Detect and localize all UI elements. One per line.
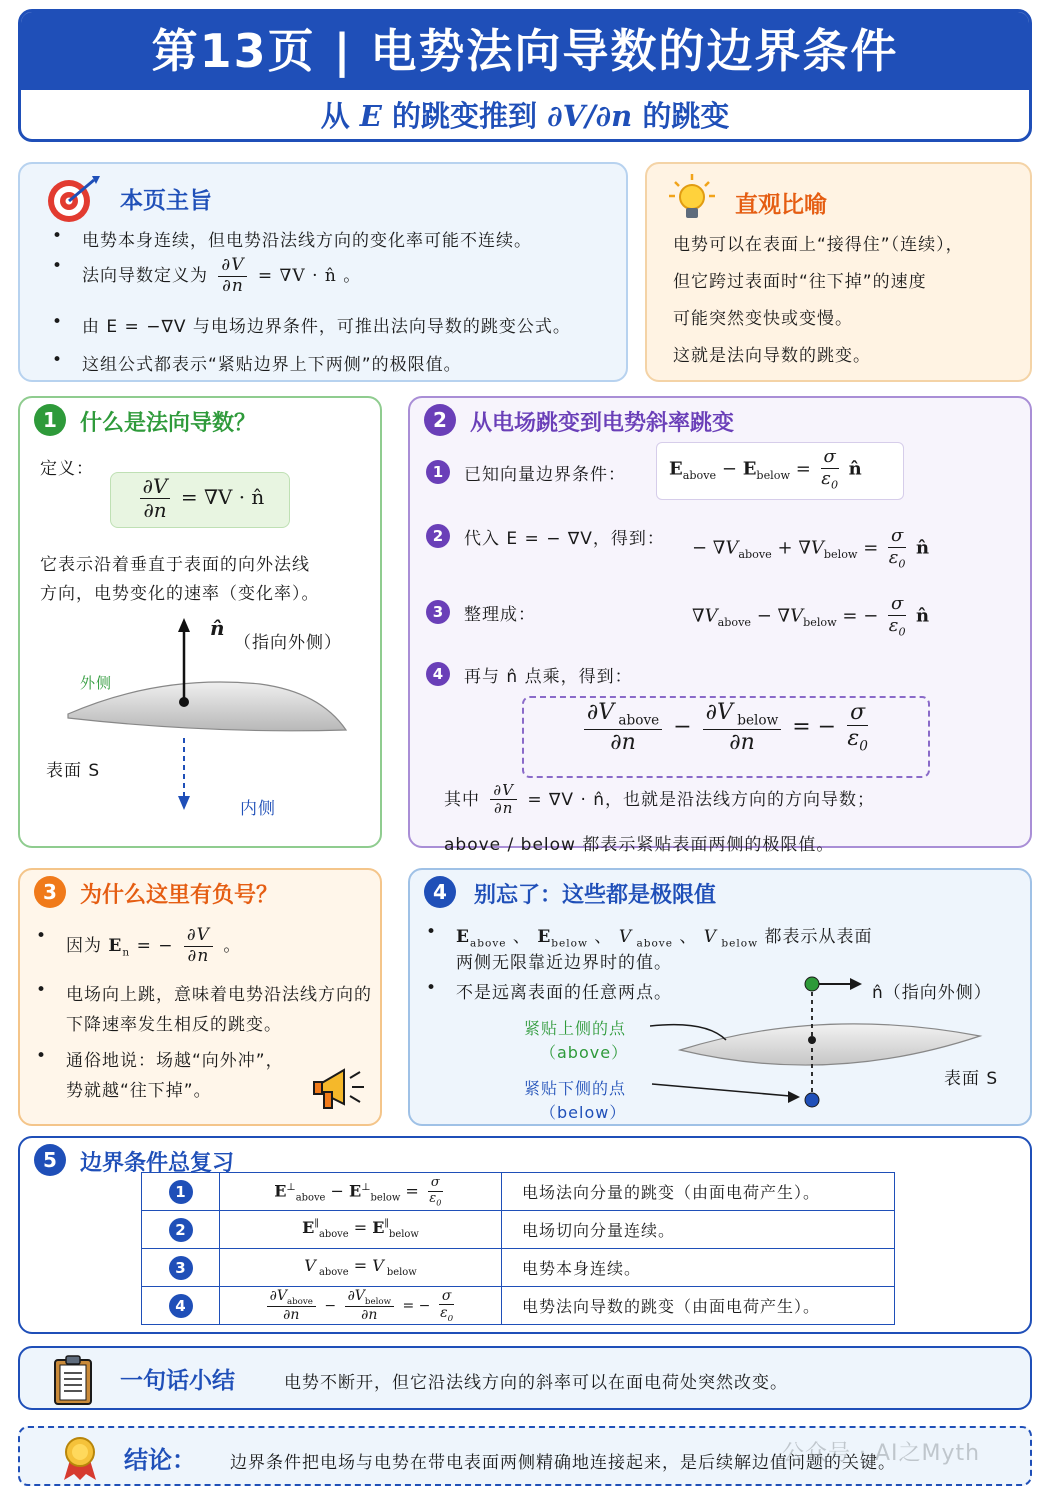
normal-direction-note: （指向外侧）: [234, 633, 342, 653]
subtitle-e: E: [359, 99, 382, 133]
megaphone-icon: [312, 1060, 372, 1116]
analogy-line-4: 这就是法向导数的跳变。: [673, 346, 871, 366]
target-icon: [42, 174, 102, 224]
row-number: 3: [169, 1256, 193, 1280]
row-number: 4: [169, 1294, 193, 1318]
table-row: [142, 1173, 895, 1211]
main-idea-bullet-4: • 这组公式都表示“紧贴边界上下两侧”的极限值。: [82, 350, 462, 375]
row-formula: $E^\parallel_{above} = E^\parallel_{below}$: [220, 1211, 502, 1249]
analogy-card: [645, 162, 1032, 382]
section-3-number: 3: [34, 876, 66, 908]
subtitle-prefix: 从: [320, 99, 350, 133]
section-2-number: 2: [424, 404, 456, 436]
step-4-text: 再与 n̂ 点乘，得到：: [464, 667, 633, 687]
summary-card: [18, 1346, 1032, 1410]
definition-label: 定义：: [40, 459, 94, 479]
main-idea-bullet-3: • 由 E = −∇V 与电场边界条件，可推出法向导数的跳变公式。: [82, 312, 571, 337]
section-5-title: 边界条件总复习: [80, 1151, 235, 1176]
row-description: 电势法向导数的跳变（由面电荷产生）。: [502, 1287, 895, 1325]
medal-icon: [60, 1434, 100, 1482]
row-formula: V $_{above}$ = V $_{below}$: [220, 1249, 502, 1287]
upper-point-sublabel: （above）: [540, 1043, 629, 1062]
section-3-card: [18, 868, 382, 1126]
section-4-bullet-1-line-2: 两侧无限靠近边界时的值。: [456, 953, 672, 973]
main-idea-title: 本页主旨: [120, 188, 212, 214]
step-4-number: 4: [426, 662, 450, 686]
section-3-bullet-3b: 势就越“往下掉”。: [66, 1081, 212, 1101]
row-description: 电场法向分量的跳变（由面电荷产生）。: [502, 1173, 895, 1211]
table-row: [142, 1249, 895, 1287]
section-2-card: [408, 396, 1032, 855]
derivative-note-1: 其中 $\frac{\partial V}{\partial n}$ = ∇V · n̂，也就是沿法线方向的方向导数；: [444, 781, 876, 818]
section-3-bullet-3a: • 通俗地说：场越“向外冲”，: [66, 1046, 284, 1071]
row-number: 1: [169, 1180, 193, 1204]
step-1-number: 1: [426, 460, 450, 484]
section-4-bullet-2: • 不是远离表面的任意两点。: [456, 978, 672, 1003]
subtitle-expr: ∂V/∂n: [547, 99, 633, 133]
normal-derivative-fraction: $\frac{\partial V}{\partial n}$: [218, 256, 247, 296]
step-1-formula: $E_{above} - E_{below}$ = $\frac{\sigma}{\varepsilon_0}$ n̂: [656, 442, 904, 500]
conclusion-card: [18, 1426, 1032, 1486]
table-row: [142, 1211, 895, 1249]
row-number: 2: [169, 1218, 193, 1242]
main-idea-bullet-1: • 电势本身连续，但电势沿法线方向的变化率可能不连续。: [82, 226, 532, 251]
step-3-formula: $\nabla V_{above} - \nabla V_{below}$ = − $\frac{\sigma}{\varepsilon_0}$ n̂: [692, 593, 930, 639]
section-4-bullet-1: • $E_{above}$ 、 $E_{below}$ 、 V $_{above}$ 、 V $_{below}$ 都表示从表面: [456, 922, 873, 949]
summary-label: 一句话小结: [120, 1368, 235, 1394]
derivative-note-2: above / below 都表示紧贴表面两侧的极限值。: [444, 835, 835, 855]
conclusion-label: 结论：: [124, 1446, 196, 1474]
upper-point-label: 紧贴上侧的点: [524, 1019, 627, 1038]
definition-formula: $\frac{\partial V}{\partial n}$ = ∇V · n̂: [110, 472, 290, 528]
page-subtitle: [21, 90, 1029, 142]
step-3-number: 3: [426, 600, 450, 624]
subtitle-suffix: 的跳变: [642, 99, 730, 133]
definition-desc-2: 方向，电势变化的速率（变化率）。: [40, 584, 320, 604]
lower-point-label: 紧贴下侧的点: [524, 1079, 627, 1098]
section-3-bullet-2a: • 电场向上跳，意味着电势沿法线方向的: [66, 980, 372, 1005]
section-1-title: 什么是法向导数？: [80, 411, 257, 436]
section-4-title: 别忘了：这些都是极限值: [474, 883, 717, 908]
main-idea-card: [18, 162, 628, 382]
summary-text: 电势不断开，但它沿法线方向的斜率可以在面电荷处突然改变。: [284, 1373, 788, 1393]
lower-point-sublabel: （below）: [540, 1103, 627, 1122]
final-jump-formula: $\frac{\partial V _{above}}{\partial n}$ − $\frac{\partial V _{below}}{\partial n}$ = − $\frac{\sigma}{\varepsilon_0}$: [522, 696, 930, 778]
boundary-conditions-table: [141, 1172, 895, 1325]
section-2-title: 从电场跳变到电势斜率跳变: [470, 411, 735, 436]
bullet-2-rhs: = ∇V · n̂ 。: [257, 266, 362, 287]
watermark: 公众号 · AI之Myth: [782, 1441, 981, 1466]
step-2-text: 代入 E = − ∇V，得到：: [464, 529, 665, 549]
row-formula: $\frac{\partial V_{above}}{\partial n}$ − $\frac{\partial V_{below}}{\partial n}$ = − $\frac{\sigma}{\varepsilon_0}$: [220, 1287, 502, 1325]
section-3-bullet-2b: 下降速率发生相反的跳变。: [66, 1015, 282, 1035]
normal-direction-label: n̂（指向外侧）: [872, 983, 992, 1003]
clipboard-icon: [52, 1354, 94, 1406]
subtitle-mid: 的跳变推到: [391, 99, 537, 133]
lightbulb-icon: [667, 172, 717, 224]
step-3-text: 整理成：: [464, 605, 536, 625]
section-4-number: 4: [424, 876, 456, 908]
definition-desc-1: 它表示沿着垂直于表面的向外法线: [40, 555, 310, 575]
analogy-line-1: 电势可以在表面上“接得住”（连续），: [673, 235, 964, 255]
conclusion-text: 边界条件把电场与电势在带电表面两侧精确地连接起来，是后续解边值问题的关键。: [230, 1453, 896, 1473]
page-title: 第13页 | 电势法向导数的边界条件: [21, 12, 1029, 90]
step-2-formula: − $\nabla V_{above} + \nabla V_{below}$ = $\frac{\sigma}{\varepsilon_0}$ n̂: [692, 525, 930, 571]
analogy-line-2: 但它跨过表面时“往下掉”的速度: [673, 272, 927, 292]
surface-s-label: 表面 S: [944, 1069, 999, 1089]
row-formula: $E^\perp_{above} - E^\perp_{below}$ = $\frac{\sigma}{\varepsilon_0}$: [220, 1173, 502, 1211]
step-1-text: 已知向量边界条件：: [464, 465, 626, 485]
page-header: [18, 9, 1032, 142]
outer-side-label: 外侧: [80, 674, 113, 692]
row-description: 电场切向分量连续。: [502, 1211, 895, 1249]
inner-side-label: 内侧: [240, 799, 276, 819]
bullet-2-text: 法向导数定义为: [82, 266, 208, 287]
section-5-number: 5: [34, 1144, 66, 1176]
section-1-card: [18, 396, 382, 848]
section-1-number: 1: [34, 404, 66, 436]
surface-label: 表面 S: [46, 761, 101, 781]
analogy-title: 直观比喻: [735, 192, 827, 218]
normal-vector-label: n̂: [210, 616, 225, 640]
table-row: [142, 1287, 895, 1325]
step-2-number: 2: [426, 524, 450, 548]
section-3-bullet-1: • 因为 $E_n$ = − $\frac{\partial V}{\partial n}$ 。: [66, 926, 241, 966]
main-idea-bullet-2: [82, 256, 361, 296]
analogy-line-3: 可能突然变快或变慢。: [673, 309, 853, 329]
row-description: 电势本身连续。: [502, 1249, 895, 1287]
section-4-card: [408, 868, 1032, 1126]
section-3-title: 为什么这里有负号？: [80, 883, 279, 908]
